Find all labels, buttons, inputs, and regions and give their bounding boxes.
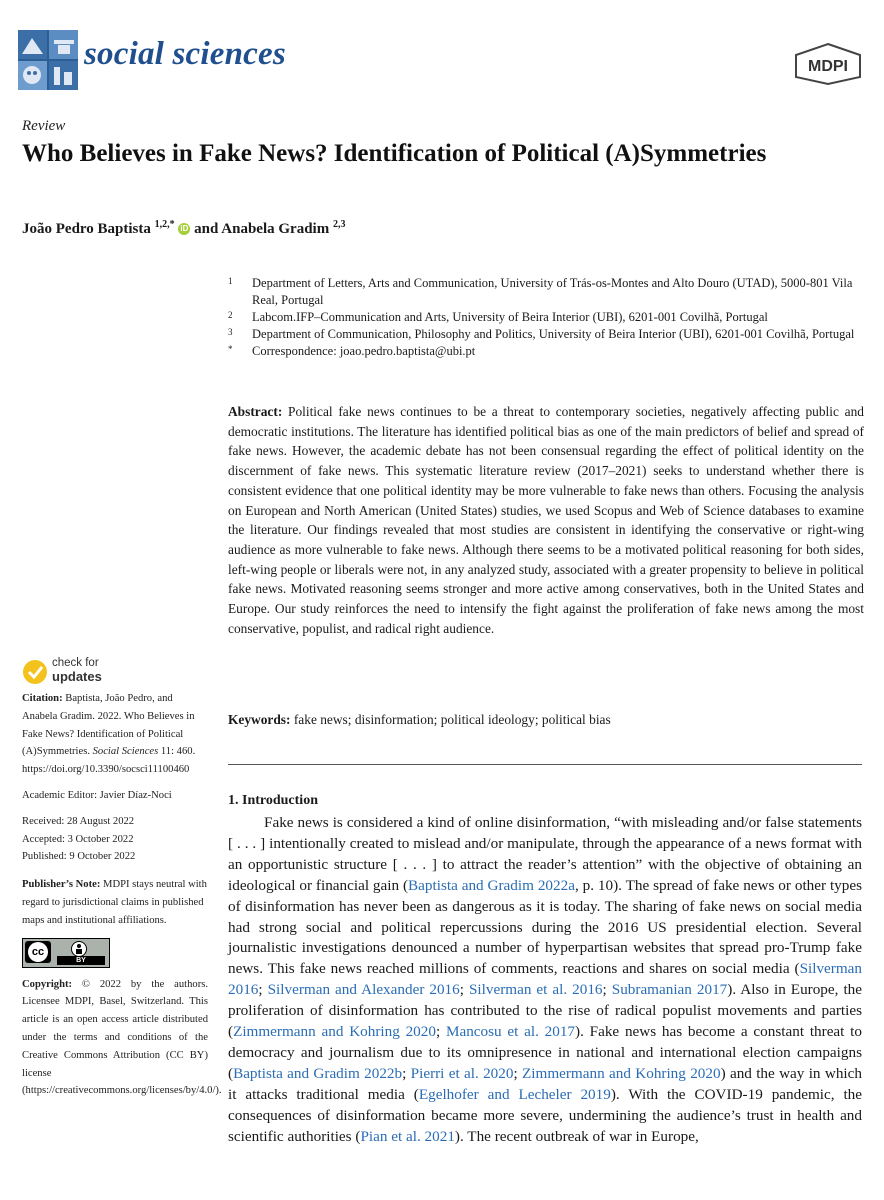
citation-link[interactable]: Pierri et al. 2020 xyxy=(410,1064,514,1082)
citation-link[interactable]: Mancosu et al. 2017 xyxy=(445,1023,576,1041)
section-divider xyxy=(228,764,862,765)
publisher-note-text: MDPI stays neutral with regard to jurisdictional claims in published maps and institutional affiliations. xyxy=(22,879,207,926)
citation-link[interactable]: Subramanian 2017 xyxy=(611,981,728,999)
accepted-date: Accepted: 3 October 2022 xyxy=(22,833,134,845)
publisher-name: MDPI xyxy=(808,58,848,75)
correspondence-text: Correspondence: joao.pedro.baptista@ubi.pt xyxy=(252,344,476,358)
published-date: Published: 9 October 2022 xyxy=(22,851,136,863)
copyright-label: Copyright: xyxy=(22,978,73,990)
orcid-icon[interactable]: iD xyxy=(180,224,189,233)
author-list xyxy=(22,219,345,238)
citation-text: Baptista, João Pedro, and Anabela Gradim. 2022. Who Believes in Fake News? Identification of Political (A)Symmetries. xyxy=(22,693,195,758)
body-text: ). With the COVID-19 pandemic, the consequences of disinformation became more severe, undermining the audience’s trust in health and scientific authorities ( xyxy=(228,1085,862,1145)
copyright xyxy=(22,976,222,1101)
affiliation-item xyxy=(228,326,868,343)
affiliation-item xyxy=(228,309,868,326)
copyright-text: © 2022 by the authors. Licensee MDPI, Basel, Switzerland. This article is an open access article distributed under the terms and conditions of the Creative Commons Attribution (CC BY) license (https://creativecommons.org/licenses/by/4.0/). xyxy=(22,978,222,1097)
author-name[interactable]: João Pedro Baptista xyxy=(22,221,151,237)
check-updates-icon xyxy=(22,658,50,686)
body-text: ). Also in Europe, the proliferation of disinformation has contributed to the rise of radical populist movements and parties ( xyxy=(228,981,862,1041)
affiliation-item xyxy=(228,343,868,360)
affiliation-item xyxy=(228,275,868,309)
publisher-logo xyxy=(792,42,864,86)
affiliation-number: 2 xyxy=(228,310,233,320)
section-heading: 1. Introduction xyxy=(228,793,318,808)
body-text: , p. 10). The spread of fake news or other types of disinformation has never been as dangerous as it is today. The sharing of fake news on social media had strong social and political repercussions during the 2016 US presidential election. Several journalistic investigations denounced a number of hyperpartisan websites that spread pro-Trump fake news. This fake news reached millions of comments, reactions and shares on social media ( xyxy=(228,876,863,978)
check-for-updates-badge[interactable] xyxy=(22,656,162,688)
citation-link[interactable]: Zimmermann and Kohring 2020 xyxy=(233,1023,436,1041)
citation-label: Citation: xyxy=(22,693,63,704)
citation-link[interactable]: Pian et al. 2021 xyxy=(360,1127,455,1145)
abstract xyxy=(228,402,864,638)
affiliation-text: Labcom.IFP–Communication and Arts, University of Beira Interior (UBI), 6201-001 Covilhã, Portugal xyxy=(252,310,768,324)
affiliation-text: Department of Communication, Philosophy and Politics, University of Beira Interior (UBI), 6201-001 Covilhã, Portugal xyxy=(252,327,855,341)
article-title: Who Believes in Fake News? Identification of Political (A)Symmetries xyxy=(22,140,767,167)
affiliation-number: 3 xyxy=(228,327,233,337)
affiliation-number: * xyxy=(228,344,233,354)
citation-separator: ; xyxy=(435,1023,446,1041)
journal-logo xyxy=(18,30,78,90)
citation-separator: ; xyxy=(602,981,612,999)
publisher-note-label: Publisher’s Note: xyxy=(22,879,101,891)
citation-journal: Social Sciences xyxy=(92,746,159,758)
citation-separator: ; xyxy=(459,981,469,999)
author-affiliation-marks: 1,2,* xyxy=(154,219,175,230)
keywords-label: Keywords: xyxy=(228,712,291,727)
cc-icon: cc xyxy=(28,942,48,962)
citation-link[interactable]: Silverman 2016 xyxy=(228,960,862,999)
academic-editor: Academic Editor: Javier Díaz-Noci xyxy=(22,789,172,801)
journal-name: social sciences xyxy=(84,36,286,72)
by-label: BY xyxy=(57,956,105,965)
body-paragraph xyxy=(228,813,862,1148)
body-text: ). The recent outbreak of war in Europe, xyxy=(454,1127,699,1145)
citation xyxy=(22,690,208,779)
citation-link[interactable]: Baptista and Gradim 2022b xyxy=(233,1064,403,1082)
citation-separator: ; xyxy=(513,1064,523,1082)
attribution-icon xyxy=(71,941,87,957)
affiliation-number: 1 xyxy=(228,276,233,286)
keywords xyxy=(228,712,864,728)
citation-link[interactable]: Baptista and Gradim 2022a xyxy=(408,876,575,894)
received-date: Received: 28 August 2022 xyxy=(22,815,135,827)
dates xyxy=(22,813,208,866)
body-text: ). Fake news has become a constant threat to democracy and journalism due to its omnipresence in national and international election campaigns ( xyxy=(228,1023,862,1082)
article-type: Review xyxy=(22,118,66,134)
article-info-sidebar xyxy=(22,690,222,1108)
citation-link[interactable]: Egelhofer and Lecheler 2019 xyxy=(418,1085,611,1103)
publisher-note xyxy=(22,876,208,929)
citation-doi[interactable]: 11: 460. https://doi.org/10.3390/socsci11100460 xyxy=(22,746,196,776)
keywords-text: fake news; disinformation; political ideology; political bias xyxy=(293,712,611,727)
citation-separator: ; xyxy=(258,981,268,999)
author-name[interactable]: Anabela Gradim xyxy=(221,221,330,237)
citation-link[interactable]: Silverman and Alexander 2016 xyxy=(267,981,460,999)
cc-by-license-badge[interactable] xyxy=(22,938,110,968)
affiliation-text: Department of Letters, Arts and Communication, University of Trás-os-Montes and Alto Douro (UTAD), 5000-801 Vila Real, Portugal xyxy=(252,276,853,307)
body-text: Fake news is considered a kind of online disinformation, “with misleading and/or false statements [ . . . ] intentionally created to mislead and/or manipulate, through the appearance of a news format with an opportunistic structure [ . . . ] to attract the reader’s attention” with the objective of obtaining an ideological or financial gain ( xyxy=(228,814,862,894)
body-text: ) and the way in which it attacks traditional media ( xyxy=(228,1064,862,1103)
citation-link[interactable]: Zimmermann and Kohring 2020 xyxy=(522,1064,721,1082)
citation-link[interactable]: Silverman et al. 2016 xyxy=(468,981,603,999)
citation-separator: ; xyxy=(402,1064,411,1082)
author-joiner: and xyxy=(194,221,219,237)
abstract-label: Abstract: xyxy=(228,404,283,419)
check-updates-line1: check for xyxy=(52,657,99,669)
author-affiliation-marks: 2,3 xyxy=(332,219,346,230)
abstract-text: Political fake news continues to be a threat to contemporary societies, negatively affecting public and democratic institutions. The literature has identified political bias as one of the main predictors of belief and spread of fake news. However, the academic debate has not been consensual regarding the effect of political identity on the discernment of fake news. This systematic literature review (2017–2021) seeks to understand whether there is consistent evidence that one political identity may be more vulnerable to fake news than others. Focusing the analysis on European and North American (United States) studies, we used Scopus and Web of Science databases to examine the literature. Our findings revealed that most studies are consistent in identifying the conservative or right-wing audience as more vulnerable to fake news. Although there seems to be a motivated political reasoning for both sides, left-wing people or liberals were not, in any analyzed study, associated with a greater propensity to believe in political fake news. Motivated reasoning seems stronger and more active among conservatives, both in the United States and Europe. Our study reinforces the need to intensify the fight against the proliferation of fake news among the most conservative, populist, and radical right audience. xyxy=(228,404,864,636)
check-updates-line2: updates xyxy=(52,669,102,684)
affiliations xyxy=(228,275,868,360)
